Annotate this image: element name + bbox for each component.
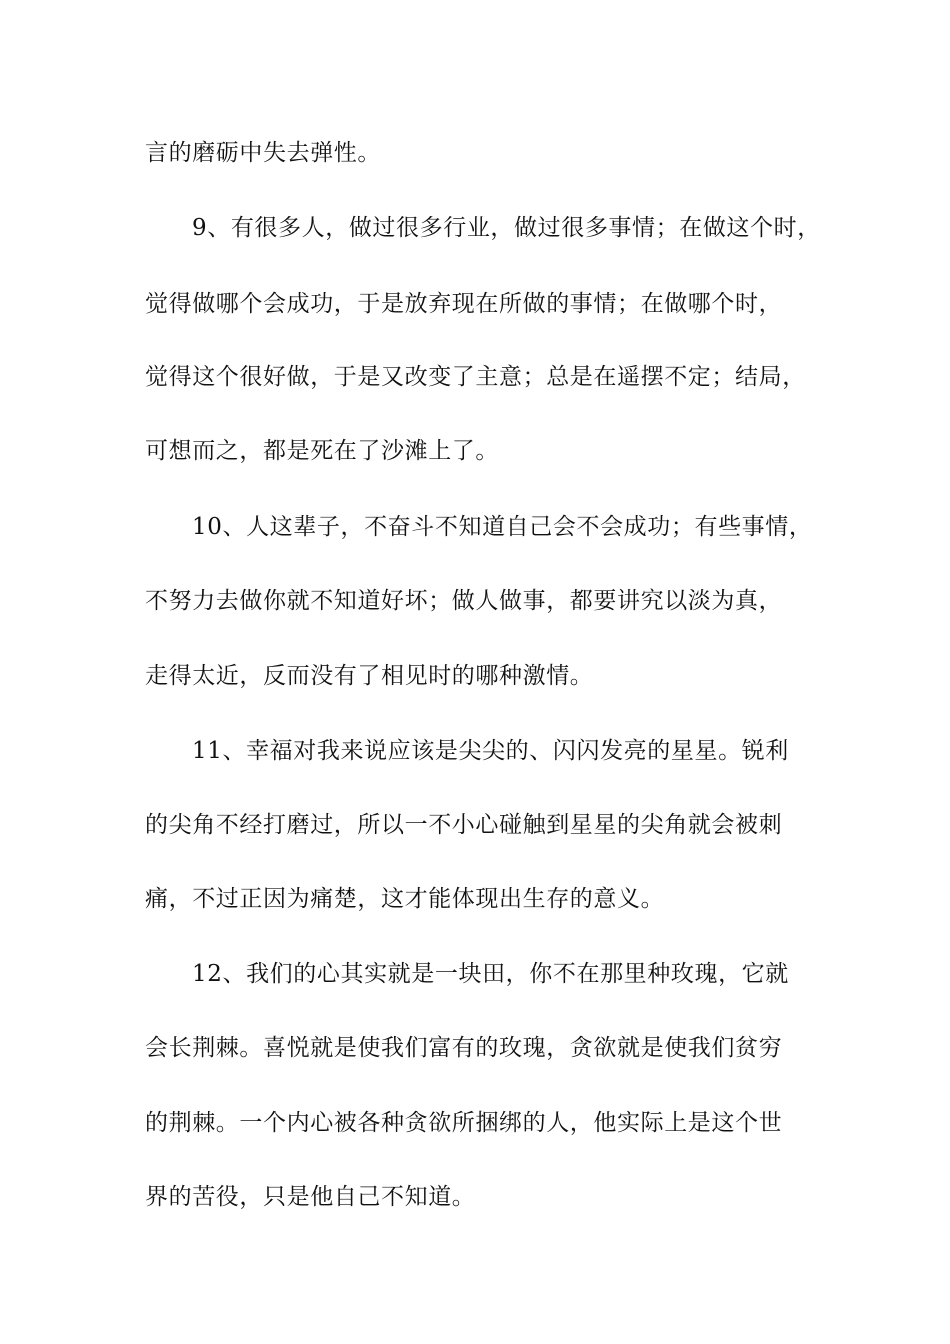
paragraph-11-line-1: 11、幸福对我来说应该是尖尖的、闪闪发亮的星星。锐利 (192, 738, 789, 764)
text-line: 会长荆棘。喜悦就是使我们富有的玫瑰，贪欲就是使我们贫穷 (145, 1035, 783, 1061)
paragraph-9-line-1: 9、有很多人，做过很多行业，做过很多事情；在做这个时， (192, 215, 821, 241)
text-line: 的尖角不经打磨过，所以一不小心碰触到星星的尖角就会被刺 (145, 812, 783, 838)
paragraph-10-line-1: 10、人这辈子，不奋斗不知道自己会不会成功；有些事情， (192, 514, 813, 540)
text-line: 觉得做哪个会成功，于是放弃现在所做的事情；在做哪个时， (145, 291, 783, 317)
text-line: 的荆棘。一个内心被各种贪欲所捆绑的人，他实际上是这个世 (145, 1110, 783, 1136)
text-line: 痛，不过正因为痛楚，这才能体现出生存的意义。 (145, 886, 665, 912)
paragraph-12-line-1: 12、我们的心其实就是一块田，你不在那里种玫瑰，它就 (192, 961, 789, 987)
text-line: 言的磨砺中失去弹性。 (145, 140, 381, 166)
text-line: 不努力去做你就不知道好坏；做人做事，都要讲究以淡为真， (145, 588, 783, 614)
text-line: 界的苦役，只是他自己不知道。 (145, 1184, 476, 1210)
text-line: 可想而之，都是死在了沙滩上了。 (145, 438, 499, 464)
text-line: 觉得这个很好做，于是又改变了主意；总是在遥摆不定；结局， (145, 364, 806, 390)
text-line: 走得太近，反而没有了相见时的哪种激情。 (145, 663, 594, 689)
